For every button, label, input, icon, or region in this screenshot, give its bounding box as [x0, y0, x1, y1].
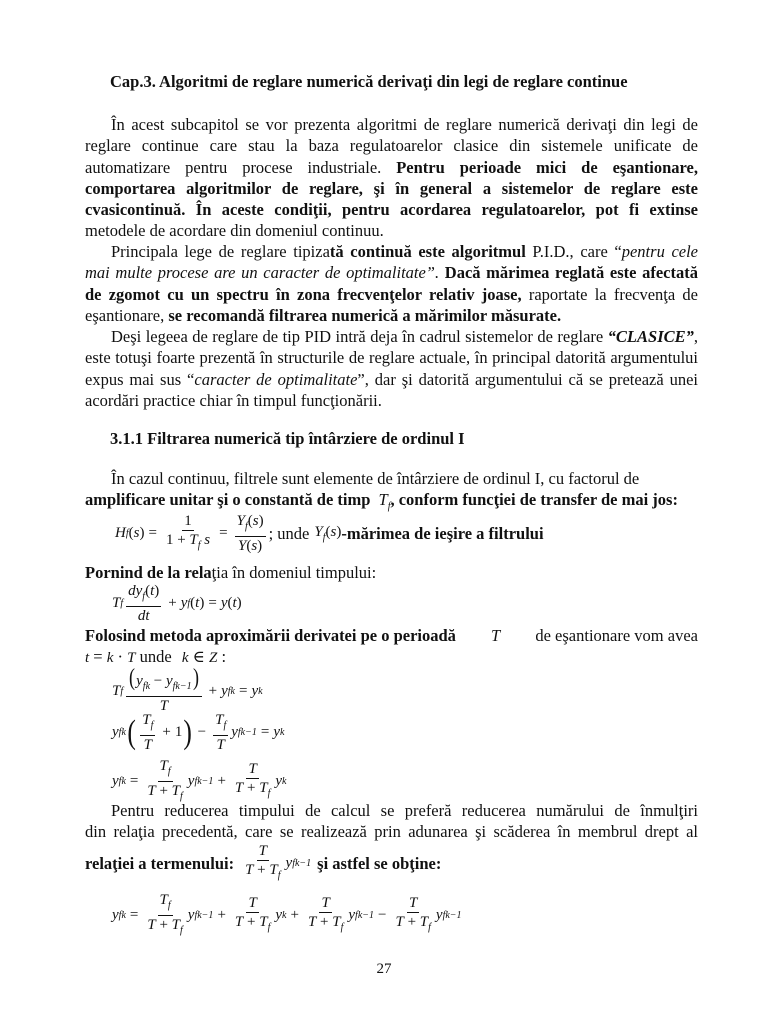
intro-paragraph-1: [85, 114, 698, 242]
intro-p2-f: raportate la frecvenţa de eşantionare,: [85, 284, 699, 325]
section-p5-b: ţia în domeniul timpului:: [211, 563, 377, 582]
intro-p1-d: metodele de acordare din domeniul continuu.: [85, 221, 384, 241]
section-p7-a: Pentru reducerea timpului de calcul se preferă reducerea numărului de înmulţiri: [111, 801, 698, 820]
intro-p2-e: Dacă mărimea reglată este afectată de zgomot cu un spectru în zona frecvenţelor relativ joase,: [85, 263, 698, 304]
chapter-title: Cap.3. Algoritmi de reglare numerică derivaţi din legi de reglare continue: [110, 72, 628, 91]
equation-transfer-function: H f ( s ) = $\frac{1}{1 + T_f s}$ = $\frac{Y_f(s)}{Y(s)}$ ; unde $Y_f(s)$ -mărimea de ieşire a filtrului: [115, 513, 544, 554]
intro-p2-b: tă continuă este algoritmul: [329, 242, 526, 261]
eq1-text: ; unde: [268, 523, 310, 543]
intro-p3-c: , este totuşi foarte prezentă în structurile de reglare actuale, în principal datorită argumentului expus mai sus “: [85, 327, 698, 389]
equation-approximation-2: y fk ( $\frac{T_f}{T}$ + 1 ) − $\frac{T_f}{T}$ y fk−1 = y k: [112, 712, 285, 753]
section-p5-line: [85, 563, 376, 583]
period-symbol: T: [491, 626, 501, 645]
section-p5-a: Pornind de la rela: [85, 563, 212, 582]
intro-p3-e: ”, dar şi datorită argumentului că se pretează unei acordări practice chiar în timpul funcţionării.: [85, 369, 698, 410]
intro-p1-c: Pentru perioade mici de eşantionare, comportarea algoritmilor de reglare, şi în general a sistemelor de reglare este cvasicontinuă. În aceste condiţii, pentru acordarea regulatoarelor, pot fi extinse: [85, 157, 699, 220]
intro-paragraph-3: [85, 326, 698, 411]
intro-p2-c: P.I.D., care “: [525, 242, 622, 261]
intro-p3-d: caracter de optimalitate: [194, 369, 358, 389]
section-p7-d: şi astfel se obţine:: [317, 853, 442, 873]
page-number: 27: [376, 961, 392, 977]
section-p4-b-line: [85, 490, 678, 512]
intro-p3-a: Deşi legeea de reglare de tip PID intră deja în cadrul sistemelor de reglare: [111, 327, 608, 346]
section-p4-c: , conform funcţiei de transfer de mai jos:: [390, 490, 678, 509]
equation-approximation-3: y fk = $\frac{T_f}{T + T_f}$ y fk−1 + $\frac{T}{T + T_f}$ y k: [112, 758, 287, 802]
section-p6-c-line: t = k · T unde k ∈ Z :: [85, 647, 227, 666]
intro-p1-a: În acest subcapitol se vor prezenta algoritmi de reglare numerică derivaţi din legi: [111, 115, 676, 134]
section-p7-c-line: [85, 843, 441, 884]
intro-p2-g: se recomandă filtrarea numerică a mărimilor măsurate.: [168, 305, 562, 325]
section-p4-a: În cazul continuu, filtrele sunt elemente de întârziere de ordinul I, cu factorul de: [111, 469, 640, 488]
equation-approximation-1: T f $\frac{(y_{fk} - y_{fk-1})}{T}$ + y fk = y k: [112, 665, 263, 714]
intro-p2-a: Principala lege de reglare tipiza: [111, 242, 330, 261]
eq1-text2: -mărimea de ieşire a filtrului: [341, 523, 544, 543]
equation-inline-term: $\frac{T}{T + T_f}$ y fk−1: [245, 843, 312, 881]
section-title: 3.1.1 Filtrarea numerică tip întârziere de ordinul I: [110, 429, 465, 448]
section-p7-b: din relaţia precedentă, care se realizează prin adunarea şi scăderea în membrul drept al: [85, 822, 698, 841]
section-p6-a: Folosind metoda aproximării derivatei pe o perioadă: [85, 626, 456, 645]
intro-paragraph-2: [85, 241, 698, 326]
time-constant-symbol: $T_f$: [378, 490, 391, 512]
section-p6-c: unde: [139, 647, 172, 666]
section-p4-b: amplificare unitar şi o constantă de timp: [85, 490, 371, 509]
intro-p2-d: pentru cele mai multe procese are un caracter de optimalitate”.: [85, 242, 698, 283]
section-p7-c: relaţiei a termenului:: [85, 853, 235, 873]
section-p6-b: de eşantionare vom avea: [535, 626, 698, 645]
equation-final: y fk = $\frac{T_f}{T + T_f}$ y fk−1 + $\frac{T}{T + T_f}$ y k + $\frac{T}{T + T_f}$ y fk−1 − $\frac{T}{T + T_f}$ y fk−1: [112, 892, 462, 936]
equation-time-domain: T f $\frac{dy_f(t)}{dt}$ + y f ( t ) = y ( t ): [112, 583, 242, 624]
intro-p1-b: de reglare continue care stau la baza regulatoarelor clasice din sistemele unificate de automatizare pentru procese industriale.: [85, 115, 698, 177]
intro-p3-b: “CLASICE”: [607, 327, 694, 346]
section-p6-line: [85, 626, 698, 646]
